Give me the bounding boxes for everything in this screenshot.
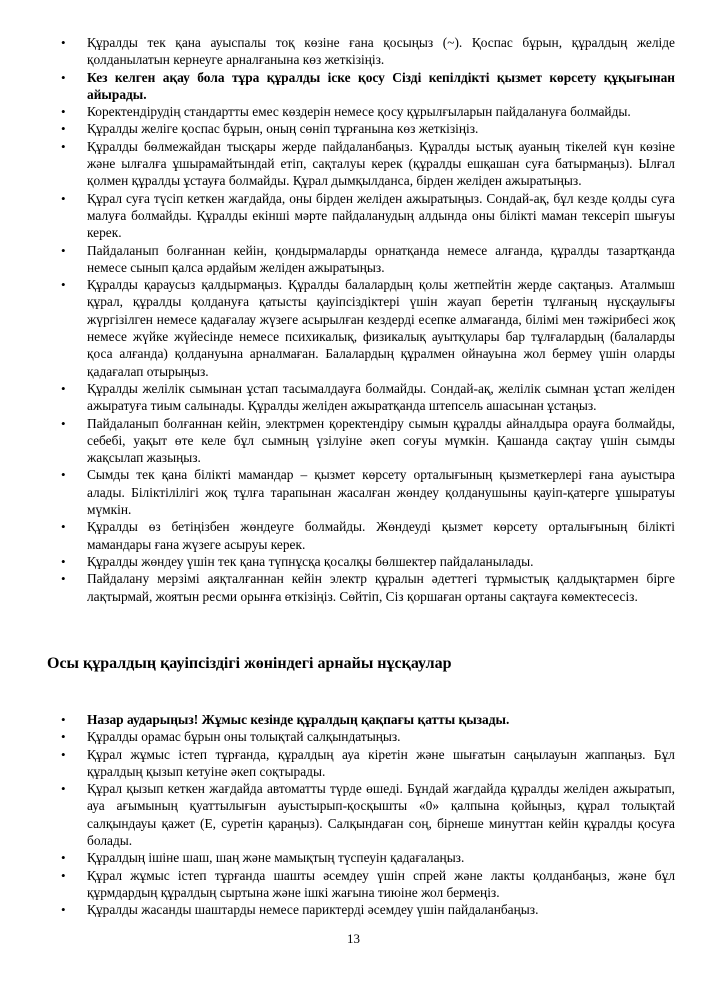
bullet-icon: • [61, 190, 66, 206]
list-item-text: Құралды жөндеу үшін тек қана түпнұсқа қосалқы бөлшектер пайдаланылады. [87, 553, 534, 569]
bullet-icon: • [61, 242, 66, 258]
page-number: 13 [347, 931, 360, 946]
list-item-text: Құралды желіге қоспас бұрын, оның сөніп тұрғанына көз жеткізіңіз. [87, 121, 479, 137]
list-item [0, 34, 707, 69]
list-item-text: Құралдың ішіне шаш, шаң және мамықтың түспеуін қадағалаңыз. [87, 850, 465, 866]
list-item-text: Құралды бөлмежайдан тысқары жерде пайдаланбаңыз. Құралды ыстық ауаның тікелей күн көзіне және ылғалға ұшырамайтындай етіп, сақталуы керек (құралды ешқашан суға батырмаңыз). Ылғал қолмен құралды ұстауға болмайды. Құрал дымқылданса, бірден желіден ажыратыңыз. [87, 138, 675, 189]
bullet-icon: • [61, 781, 66, 797]
list-item [0, 780, 707, 849]
list-item [0, 380, 707, 415]
list-item [0, 242, 707, 277]
list-item [0, 570, 707, 605]
list-item [0, 415, 707, 467]
list-item-text: Назар аударыңыз! Жұмыс кезінде құралдың қақпағы қатты қызады. [87, 712, 510, 727]
bullet-icon: • [61, 746, 66, 762]
list-item [0, 553, 707, 570]
list-item-text: Пайдалану мерзімі аяқталғаннан кейін электр құралын әдеттегі тұрмыстық қалдықтармен бірге лақтырмай, жоятын ресми орынға өткізіңіз. Сөйтіп, Сіз қоршаған ортаны сақтауға көмектесесіз. [87, 571, 675, 604]
section-heading: Осы құралдың қауіпсіздігі жөніндегі арнайы нұсқаулар [47, 655, 452, 672]
list-item-text: Құрал жұмыс істеп тұрғанда, құралдың ауа кіретін және шығатын саңылауын жаппаңыз. Бұл құралдың қызып кетуіне әкеп соқтырады. [87, 746, 675, 779]
list-item-text: Құралды желілік сымынан ұстап тасымалдауға болмайды. Сондай-ақ, желілік сымнан ұстап желіден ажыратуға тиым салынады. Құралды желіден ажыратқанда штепсель ашасынан ұстаңыз. [87, 380, 675, 414]
list-item [0, 276, 707, 380]
safety-list-special [0, 711, 707, 919]
bullet-icon: • [61, 380, 66, 396]
list-item-text: Пайдаланып болғаннан кейін, қондырмаларды орнатқанда немесе алғанда, құралды тазартқанда немесе сынып қалса әрдайым желіден ажыратыңыз. [87, 242, 675, 275]
bullet-icon: • [61, 519, 66, 535]
bullet-icon: • [61, 69, 66, 85]
list-item-text: Сымды тек қана білікті мамандар – қызмет көрсету орталығының қызметкерлері ғана ауыстыра алады. Біліктілілігі жоқ тұлға тарапынан жасалған жөндеу қолданушыны қауіп-қатерге ұшыратуы мүмкін. [87, 467, 675, 518]
bullet-icon: • [61, 35, 66, 50]
bullet-icon: • [61, 571, 66, 587]
bullet-icon: • [61, 902, 66, 918]
list-item [0, 120, 707, 137]
list-item-text: Құралды тек қана ауыспалы тоқ көзіне ғана қосыңыз (~). Қоспас бұрын, құралдың желіде қолданылатын кернеуге арналғанына көз жеткізіңіз. [87, 35, 675, 68]
bullet-icon: • [61, 553, 66, 569]
list-item-text: Кез келген ақау бола тұра құралды іске қосу Сізді кепілдікті қызмет көрсету құқығынан айырады. [87, 69, 675, 102]
bullet-icon: • [61, 729, 66, 745]
list-item-text: Құралды жасанды шаштарды немесе париктерді әсемдеу үшін пайдаланбаңыз. [87, 902, 539, 918]
list-item [0, 190, 707, 242]
list-item-text: Пайдаланып болғаннан кейін, электрмен қоректендіру сымын құралды айналдыра орауға болмайды, себебі, уақыт өте келе бұл сымның үзілуіне әкеп соғуы мүмкін. Қашанда сақтау үшін сымды жақсылап жазыңыз. [87, 415, 675, 466]
list-item [0, 466, 707, 518]
list-item [0, 849, 707, 866]
list-item-text: Коректендірудің стандартты емес көздерін немесе қосу құрылғыларын пайдалануға болмайды. [87, 104, 631, 120]
list-item-text: Құрал суға түсіп кеткен жағдайда, оны бірден желіден ажыратыңыз. Сондай-ақ, бұл кезде қолды суға малуға болмайды. Құралды екінші мәрте пайдаланудың алдында оны білікті маман тексеріп шығуы керек. [87, 190, 675, 241]
bullet-icon: • [61, 121, 66, 137]
bullet-icon: • [61, 415, 66, 431]
bullet-icon: • [61, 104, 66, 120]
list-item [0, 518, 707, 553]
safety-list-general [0, 34, 707, 605]
list-item-text: Құралды орамас бұрын оны толықтай салқындатыңыз. [87, 729, 401, 745]
bullet-icon: • [61, 138, 66, 154]
list-item [0, 711, 707, 728]
list-item [0, 69, 707, 104]
list-item [0, 746, 707, 781]
bullet-icon: • [61, 850, 66, 866]
bullet-icon: • [61, 277, 66, 293]
list-item [0, 867, 707, 902]
list-item [0, 138, 707, 190]
list-item-text: Құралды қараусыз қалдырмаңыз. Құралды балалардың қолы жетпейтін жерде сақтаңыз. Аталмыш құрал, құралды қолдануға қатысты қауіпсіздіктері үшін жауап беретін тұлғаның нұсқаулығы жүргізілген немесе қадағалау жүзеге асырылған кездерді есепке алмағанда, білімі мен тәжірибесі жоқ немесе жүйке жүйесінде немесе психикалық, физикалық ауытқулары бар тұлғалардың (балаларды қоса алғанда) қолдануына арналмаған. Балалардың құралмен ойнауына жол бермеу үшін оларды қадағалап отырыңыз. [87, 277, 675, 379]
list-item [0, 901, 707, 918]
list-item-text: Құрал жұмыс істеп тұрғанда шашты әсемдеу үшін спрей және лакты қолданбаңыз, және бұл құрмдардың құралдың сыртына және ішкі жағына тиюіне жол бермеңіз. [87, 867, 675, 900]
list-item-text: Құралды өз бетіңізбен жөндеуге болмайды. Жөндеуді қызмет көрсету орталығының білікті мамандары ғана жүзеге асыруы керек. [87, 519, 675, 552]
list-item-text: Құрал қызып кеткен жағдайда автоматты түрде өшеді. Бұндай жағдайда құралды желіден ажыратып, ауа ағымының қуаттылығын ауыстырып-қосқышты «0» қалпына қойыңыз, құрал толықтай салқындауы қажет (Е, суретін қараңыз). Салқындаған соң, бірнеше минуттан кейін құралды қосуға болады. [87, 781, 675, 849]
bullet-icon: • [61, 712, 66, 727]
list-item [0, 728, 707, 745]
list-item [0, 103, 707, 120]
bullet-icon: • [61, 467, 66, 483]
bullet-icon: • [61, 867, 66, 883]
